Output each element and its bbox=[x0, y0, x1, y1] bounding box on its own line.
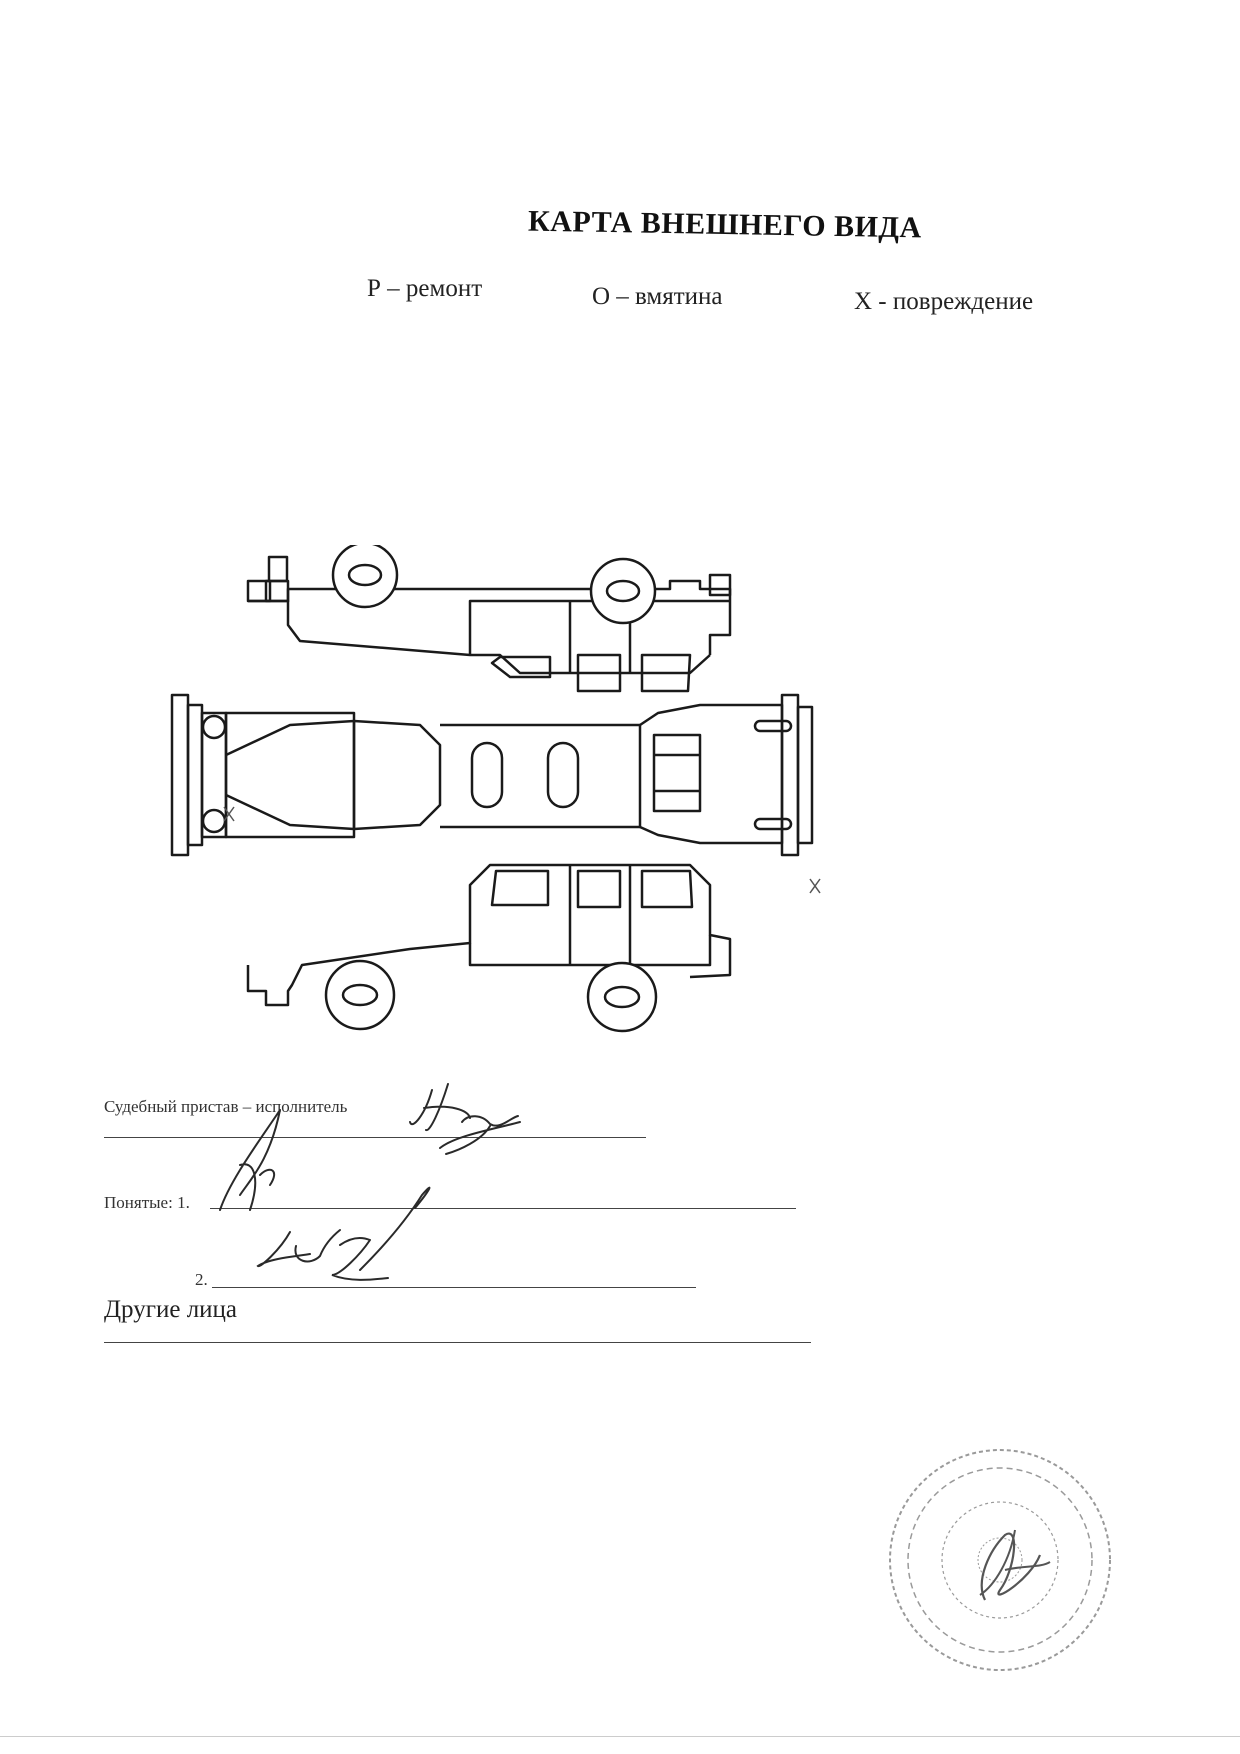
vehicle-side-view-bottom bbox=[248, 865, 730, 1031]
legend-damage: Х - повреждение bbox=[854, 288, 1034, 315]
legend-dent: О – вмятина bbox=[592, 283, 723, 310]
witness2-signature-icon bbox=[258, 1230, 388, 1280]
vehicle-side-view-top bbox=[248, 545, 730, 691]
bailiff-label: Судебный пристав – исполнитель bbox=[104, 1097, 348, 1116]
witness2-label: 2. bbox=[195, 1270, 208, 1289]
legend-repair: Р – ремонт bbox=[367, 275, 483, 302]
handwritten-signatures bbox=[200, 1070, 600, 1320]
vehicle-diagram bbox=[170, 545, 950, 1065]
bailiff-signature-icon bbox=[410, 1084, 520, 1154]
witness1-signature-icon bbox=[220, 1110, 280, 1210]
round-seal-icon bbox=[880, 1440, 1120, 1680]
others-label: Другие лица bbox=[104, 1296, 238, 1323]
damage-marks bbox=[224, 807, 820, 893]
vehicle-top-view bbox=[172, 695, 812, 855]
page-edge bbox=[0, 1736, 1240, 1737]
page-title: КАРТА ВНЕШНЕГО ВИДА bbox=[527, 204, 923, 245]
witnesses-label: Понятые: 1. bbox=[104, 1193, 190, 1212]
others-signature-line bbox=[104, 1342, 811, 1343]
